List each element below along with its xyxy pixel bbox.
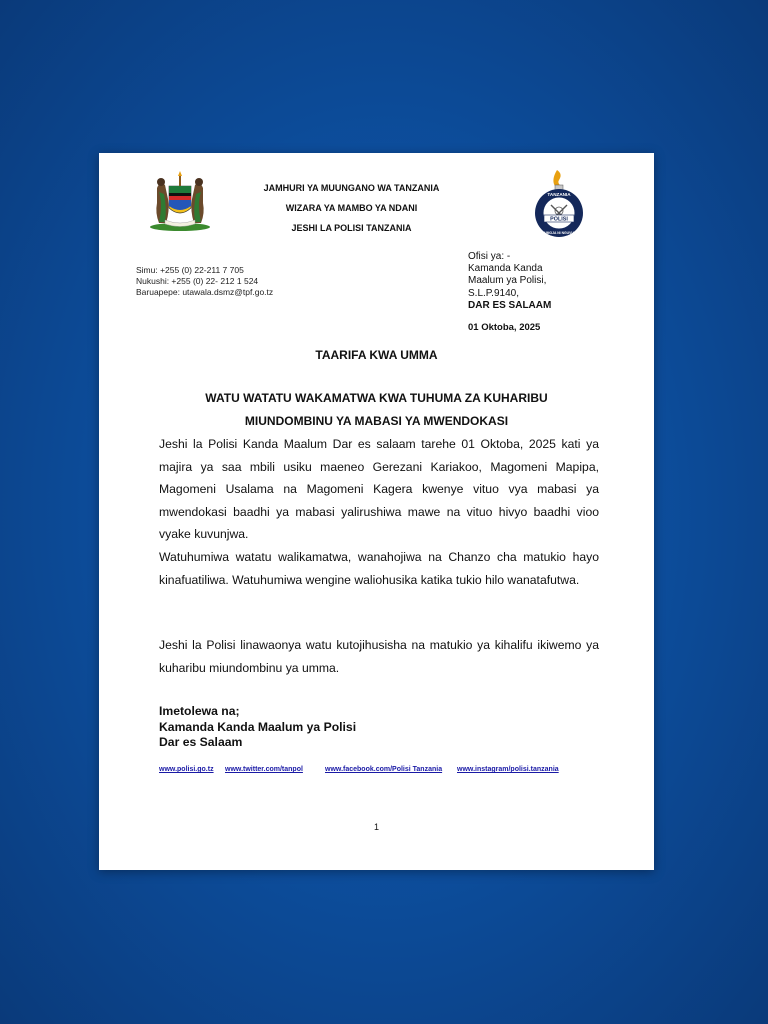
document-date: 01 Oktoba, 2025 xyxy=(468,322,541,333)
notice-title: TAARIFA KWA UMMA xyxy=(315,348,438,362)
contact-fax: Nukushi: +255 (0) 22- 212 1 524 xyxy=(136,276,259,286)
headline-line-2: MIUNDOMBINU YA MABASI YA MWENDOKASI xyxy=(244,414,509,428)
police-band-text: POLISI xyxy=(550,216,568,223)
office-city: DAR ES SALAAM xyxy=(468,300,552,311)
link-facebook[interactable]: www.facebook.com/Polisi Tanzania xyxy=(325,766,443,773)
paragraph-1: Jeshi la Polisi Kanda Maalum Dar es salaam tarehe 01 Oktoba, 2025 kati ya majira ya saa mbili usiku maeneo Gerezani Kariakoo, Magomeni Mapipa, Magomeni Usalama na Magomeni Kagera kwenye vituo vya mabasi ya mwendokasi baadhi ya mabasi yalirushiwa mawe na vituo hivyo baadhi vioo vyake kuvunjwa. xyxy=(159,437,599,542)
office-line-2: Kamanda Kanda xyxy=(468,263,543,274)
page-number: 1 xyxy=(373,822,379,832)
paragraph-3: Jeshi la Polisi linawaonya watu kutojihusisha na matukio ya kihalifu ikiwemo ya kuharibu miundombinu ya umma. xyxy=(159,638,599,675)
link-twitter[interactable]: www.twitter.com/tanpol xyxy=(225,766,303,773)
office-line-3: Maalum ya Polisi, xyxy=(468,275,547,286)
contact-email: Baruapepe: utawala.dsmz@tpf.go.tz xyxy=(136,287,274,297)
signature-location: Dar es Salaam xyxy=(159,735,243,749)
police-ring-text-bottom: UMOJA NI NGUVU xyxy=(544,231,574,235)
contact-phone: Simu: +255 (0) 22-211 7 705 xyxy=(136,265,244,275)
header-republic: JAMHURI YA MUUNGANO WA TANZANIA xyxy=(263,183,440,193)
header-ministry: WIZARA YA MAMBO YA NDANI xyxy=(285,203,418,213)
header-police: JESHI LA POLISI TANZANIA xyxy=(291,223,412,233)
paragraph-2: Watuhumiwa watatu walikamatwa, wanahojiwa na Chanzo cha matukio hayo kinafuatiliwa. Watuhumiwa wengine waliohusika katika tukio hilo wanatafutwa. xyxy=(159,550,599,587)
signature-title: Kamanda Kanda Maalum ya Polisi xyxy=(159,720,357,734)
coat-of-arms-icon xyxy=(147,170,213,232)
link-instagram[interactable]: www.instagram/polisi.tanzania xyxy=(457,766,559,773)
office-line-4: S.L.P.9140, xyxy=(468,288,519,299)
headline-line-1: WATU WATATU WAKAMATWA KWA TUHUMA ZA KUHARIBU xyxy=(205,391,548,405)
police-logo-icon xyxy=(529,167,589,241)
document-page xyxy=(99,153,654,870)
police-ring-text-top: TANZANIA xyxy=(547,192,571,197)
signature-issued-by: Imetolewa na; xyxy=(159,704,240,718)
office-line-1: Ofisi ya: - xyxy=(468,251,511,262)
link-website[interactable]: www.polisi.go.tz xyxy=(159,766,214,773)
